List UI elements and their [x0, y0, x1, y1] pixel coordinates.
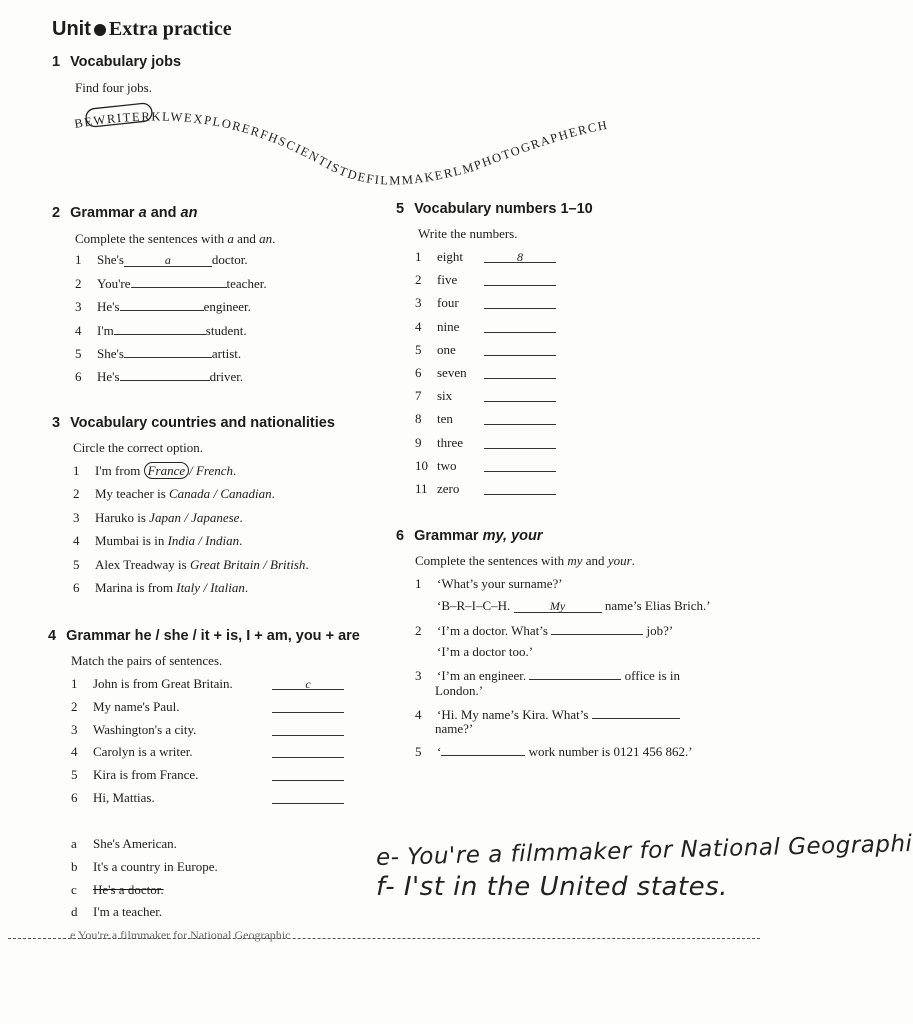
section-3-title [52, 415, 335, 431]
svg-text:BEWRITERKLWEXPLORERFHSCIENTIST [73, 109, 609, 187]
section-1-title [52, 54, 181, 70]
answer-blank[interactable] [131, 275, 227, 288]
item-text: Alex Treadway is [95, 556, 190, 572]
item-number: 7 [415, 388, 422, 404]
item-number: 3 [415, 295, 422, 311]
item-number: 8 [415, 411, 422, 427]
s6-item-3-line2: London.’ [435, 683, 484, 698]
number-word: six [437, 388, 453, 404]
s6-item-5 [415, 743, 693, 760]
s6-item-4-line2: name?’ [435, 721, 474, 736]
item-text: ‘I’m an engineer. [437, 668, 530, 683]
title-part: a [138, 205, 147, 221]
nationality-item [73, 580, 248, 596]
section-1-instruction: Find four jobs. [75, 80, 152, 95]
section-number: 3 [52, 415, 61, 431]
item-number: 4 [415, 318, 422, 334]
instr-part: . [272, 231, 276, 246]
item-number: 3 [73, 509, 80, 525]
number-word-item [415, 319, 459, 335]
item-punct: . [271, 486, 275, 502]
item-number: 1 [415, 576, 422, 591]
option-country[interactable]: Japan [149, 509, 181, 525]
match-item [71, 790, 155, 806]
instr-part: my [567, 553, 583, 568]
page-title: Extra practice [108, 18, 232, 40]
option-country[interactable]: France [144, 462, 190, 479]
number-answer-blank[interactable] [484, 482, 556, 495]
item-number: 4 [415, 707, 422, 722]
item-text: Carolyn is a writer. [93, 744, 193, 760]
item-text: Hi, Mattias. [93, 790, 155, 805]
answer-blank[interactable] [120, 298, 204, 311]
item-number: 6 [71, 790, 78, 805]
handwritten-answer-e: e- You're a filmmaker for National Geographi [375, 830, 913, 872]
s6-item-2-answer: ‘I’m a doctor too.’ [437, 644, 534, 659]
item-number: 5 [415, 341, 422, 357]
option-country[interactable]: India [167, 533, 196, 549]
item-text: Washington's a city. [93, 721, 197, 737]
grammar-a-an-item [75, 275, 267, 292]
section-title-text: Vocabulary numbers 1–10 [414, 201, 593, 217]
section-2-title [52, 205, 197, 221]
instr-part: a [227, 231, 234, 246]
item-text: He's [97, 299, 120, 315]
match-item [71, 744, 193, 760]
number-word-item [415, 365, 467, 381]
answer-blank[interactable] [120, 368, 210, 381]
item-number: 2 [415, 272, 422, 288]
title-part: Grammar [70, 205, 139, 221]
item-text: Haruko is [95, 509, 150, 525]
item-text: name’s Elias Brich.’ [601, 598, 711, 613]
item-text: office is in [621, 668, 681, 683]
title-part: Grammar [414, 528, 483, 544]
item-text: job?’ [643, 623, 674, 638]
nationality-item [73, 510, 243, 526]
section-4-instruction: Match the pairs of sentences. [71, 653, 223, 668]
scan-edge-divider [8, 938, 760, 939]
instr-part: your [607, 553, 632, 568]
nationality-item [73, 486, 275, 502]
puzzle-letters: BEWRITERKLWEXPLORERFHSCIENTISTDEFILMMAKERLMPHOTOGRAPHERCH [73, 109, 610, 188]
option-letter: a [71, 836, 77, 851]
item-text: She's [97, 345, 124, 361]
instr-part: and [233, 231, 260, 246]
item-text: He's [97, 369, 120, 384]
item-text: She's [97, 252, 124, 267]
word-search-puzzle [70, 100, 640, 195]
item-text: work number is 0121 456 862.’ [525, 744, 693, 759]
item-number: 5 [75, 345, 82, 361]
section-5-instruction: Write the numbers. [418, 226, 518, 241]
section-6-instruction [415, 553, 635, 569]
title-part: and [146, 205, 181, 221]
answer-blank[interactable]: a [124, 254, 212, 267]
number-word-item [415, 388, 452, 404]
answer-blank[interactable] [124, 345, 212, 358]
item-punct: . [239, 509, 243, 525]
item-text: You're [97, 276, 131, 292]
item-text: student. [205, 322, 247, 338]
item-number: 1 [73, 463, 80, 478]
item-number: 4 [75, 322, 82, 338]
item-number: 6 [415, 365, 422, 380]
instr-part: and [582, 553, 608, 568]
number-answer-blank[interactable] [484, 459, 556, 472]
number-answer-blank[interactable] [484, 273, 556, 286]
match-item [71, 767, 198, 783]
item-number: 3 [75, 299, 82, 315]
item-number: 2 [71, 698, 78, 714]
section-4-title [48, 628, 360, 644]
number-word: four [437, 295, 459, 311]
option-separator: / [210, 486, 221, 502]
s6-item-2-question [415, 622, 673, 639]
number-word-item [415, 458, 457, 474]
match-answer-blank[interactable]: c [272, 677, 344, 690]
number-answer-blank[interactable] [484, 296, 556, 309]
grammar-a-an-item [75, 298, 251, 315]
item-number: 10 [415, 457, 428, 473]
option-country[interactable]: Canada [169, 486, 211, 502]
unit-header [52, 18, 232, 41]
match-option [71, 882, 164, 898]
number-word: nine [437, 318, 460, 334]
number-answer-blank[interactable] [484, 320, 556, 333]
number-answer-blank[interactable] [484, 343, 556, 356]
section-5-title [396, 201, 593, 217]
answer-blank[interactable] [441, 743, 525, 756]
match-option [71, 836, 177, 852]
option-text: She's American. [93, 836, 177, 851]
nationality-item [73, 463, 236, 479]
section-number: 1 [52, 54, 61, 70]
item-text: ‘I’m a doctor. What’s [437, 623, 552, 638]
option-nationality[interactable]: Indian [205, 533, 240, 549]
number-word: seven [437, 365, 467, 380]
grammar-a-an-item [75, 252, 248, 268]
item-number: 6 [75, 369, 82, 384]
item-text: I'm from [95, 463, 144, 478]
answer-blank[interactable] [529, 667, 621, 680]
number-word-item [415, 295, 459, 311]
answer-blank[interactable] [551, 622, 643, 635]
unit-number-dot [94, 24, 106, 36]
s6-item-1-question [415, 576, 563, 592]
option-nationality[interactable]: British [270, 556, 306, 572]
item-text: ‘B–R–I–C–H. [437, 598, 514, 613]
item-number: 2 [415, 623, 422, 638]
instr-part: . [631, 553, 635, 568]
match-answer-blank[interactable] [272, 791, 344, 804]
item-number: 6 [73, 580, 80, 595]
option-country[interactable]: Italy [176, 580, 201, 595]
number-answer-blank[interactable] [484, 366, 556, 379]
number-answer-blank[interactable] [484, 436, 556, 449]
title-part: my, your [482, 528, 543, 544]
number-word-item [415, 272, 457, 288]
section-number: 5 [396, 201, 405, 217]
item-text: My teacher is [95, 486, 170, 502]
item-number: 11 [415, 481, 428, 496]
section-title-text: Grammar he / she / it + is, I + am, you + are [66, 628, 360, 644]
title-part: an [180, 205, 198, 221]
item-text: Marina is from [95, 580, 177, 595]
match-answer-blank[interactable] [272, 745, 344, 758]
instr-part: an [259, 231, 273, 246]
option-separator: / [195, 533, 206, 549]
item-number: 2 [73, 486, 80, 502]
number-answer-blank[interactable] [484, 389, 556, 402]
item-text: Mumbai is in [95, 533, 168, 549]
item-text: driver. [209, 369, 244, 384]
cut-off-line: e You're a filmmaker for National Geographic [70, 928, 291, 942]
item-text: ‘Hi. My name’s Kira. What’s [437, 707, 592, 722]
option-nationality[interactable]: Canadian [220, 486, 272, 502]
match-option [71, 859, 218, 875]
section-2-instruction [75, 231, 275, 247]
option-text: It's a country in Europe. [93, 858, 218, 874]
number-word-item [415, 481, 459, 497]
item-number: 1 [71, 676, 78, 691]
number-answer-blank[interactable] [484, 412, 556, 425]
item-text: teacher. [226, 276, 267, 292]
item-number: 3 [415, 668, 422, 683]
item-text: doctor. [211, 252, 248, 267]
number-word: two [437, 457, 457, 473]
item-number: 4 [71, 744, 78, 760]
option-nationality[interactable]: Italian [210, 580, 245, 595]
item-number: 5 [71, 767, 78, 783]
item-number: 5 [73, 556, 80, 572]
s6-item-3 [415, 667, 680, 684]
item-punct: . [233, 463, 237, 478]
item-number: 5 [415, 744, 422, 759]
number-answer-blank[interactable]: 8 [484, 250, 556, 263]
option-nationality[interactable]: French [195, 463, 234, 478]
option-separator: / [189, 463, 196, 478]
item-text: engineer. [203, 299, 251, 315]
number-word-item [415, 342, 456, 358]
section-number: 6 [396, 528, 405, 544]
option-letter: d [71, 904, 78, 920]
number-word: one [437, 341, 456, 357]
item-text: ‘What’s your surname?’ [437, 576, 563, 591]
item-text: artist. [211, 345, 242, 361]
section-number: 2 [52, 205, 61, 221]
unit-label: Unit [52, 18, 91, 40]
item-number: 3 [71, 721, 78, 737]
item-punct: . [305, 556, 309, 572]
number-word-item [415, 435, 463, 451]
number-word: zero [437, 481, 460, 496]
match-item [71, 722, 196, 738]
item-text: Kira is from France. [93, 767, 199, 783]
nationality-item [73, 533, 242, 549]
number-word-item [415, 249, 463, 265]
item-text: I'm [97, 322, 114, 338]
item-punct: . [244, 580, 249, 595]
option-country[interactable]: Great Britain [189, 556, 260, 572]
section-3-instruction: Circle the correct option. [73, 440, 203, 455]
option-separator: / [200, 580, 211, 595]
option-text: He's a doctor. [93, 881, 164, 897]
answer-blank[interactable]: My [514, 600, 602, 613]
number-word-item [415, 411, 453, 427]
item-number: 1 [415, 249, 422, 264]
option-separator: / [259, 556, 271, 572]
match-item [71, 699, 179, 715]
grammar-a-an-item [75, 345, 241, 362]
grammar-a-an-item [75, 368, 243, 385]
answer-blank[interactable] [592, 706, 680, 719]
instr-part: Complete the sentences with [75, 231, 228, 246]
section-title-text: Vocabulary jobs [70, 54, 182, 70]
item-text: ‘ [437, 744, 442, 759]
section-number: 4 [48, 628, 57, 644]
grammar-a-an-item [75, 322, 247, 339]
match-answer-blank[interactable] [272, 768, 344, 781]
handwritten-answer-f: f- I'st in the United states. [376, 872, 728, 902]
item-text: John is from Great Britain. [93, 676, 233, 691]
number-word: ten [437, 411, 453, 427]
item-number: 2 [75, 276, 82, 292]
option-letter: c [71, 881, 77, 897]
section-title-text: Vocabulary countries and nationalities [70, 415, 335, 431]
item-number: 1 [75, 252, 82, 267]
match-answer-blank[interactable] [272, 700, 344, 713]
nationality-item [73, 557, 309, 573]
number-word: five [437, 272, 458, 288]
option-nationality[interactable]: Japanese [191, 509, 240, 525]
match-item [71, 676, 233, 692]
item-number: 9 [415, 434, 422, 450]
instr-part: Complete the sentences with [415, 553, 568, 568]
number-word: eight [437, 249, 463, 264]
number-word: three [437, 434, 463, 450]
answer-blank[interactable] [114, 322, 206, 335]
s6-item-1-answer [437, 598, 711, 614]
option-letter: b [71, 858, 78, 874]
item-punct: . [239, 533, 243, 549]
match-option [71, 904, 162, 920]
option-text: I'm a teacher. [93, 904, 163, 920]
section-6-title [396, 528, 543, 544]
item-number: 4 [73, 533, 80, 549]
option-separator: / [180, 509, 192, 525]
item-text: My name's Paul. [93, 698, 180, 714]
match-answer-blank[interactable] [272, 723, 344, 736]
